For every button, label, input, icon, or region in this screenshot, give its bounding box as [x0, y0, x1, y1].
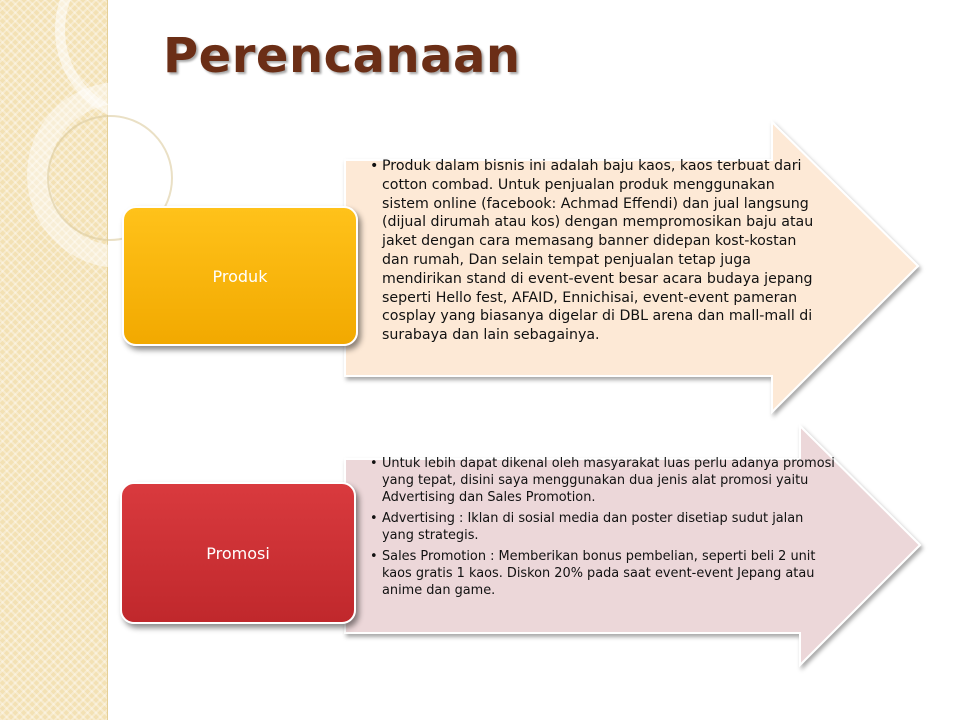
produk-description	[366, 157, 822, 345]
slide-title: Perencanaan	[163, 28, 521, 84]
produk-label: Produk	[212, 266, 268, 286]
produk-bullet: • Produk dalam bisnis ini adalah baju kaos, kaos terbuat dari cotton combad. Untuk penjualan produk menggunakan sistem online (facebook: Achmad Effendi) dan jual langsung (dijual dirumah atau kos) dengan mempromosikan baju atau jaket dengan cara memasang banner didepan kost-kostan dan rumah, Dan selain tempat penjualan tetap juga mendirikan stand di event-event besar acara budaya jepang seperti Hello fest, AFAID, Ennichisai, event-event pameran cosplay yang biasanya digelar di DBL arena dan mall-mall di surabaya dan lain sebagainya.	[382, 157, 822, 345]
promosi-bullet: • Untuk lebih dapat dikenal oleh masyarakat luas perlu adanya promosi yang tepat, disini saya menggunakan dua jenis alat promosi yaitu Advertising dan Sales Promotion.	[382, 455, 837, 506]
produk-box	[122, 206, 358, 346]
promosi-box	[120, 482, 356, 624]
promosi-bullet: • Sales Promotion : Memberikan bonus pembelian, seperti beli 2 unit kaos gratis 1 kaos. Diskon 20% pada saat event-event Jepang atau anime dan game.	[382, 548, 837, 599]
promosi-bullet: • Advertising : Iklan di sosial media dan poster disetiap sudut jalan yang strategis.	[382, 510, 837, 544]
promosi-description	[366, 455, 837, 603]
promosi-label: Promosi	[206, 543, 270, 563]
